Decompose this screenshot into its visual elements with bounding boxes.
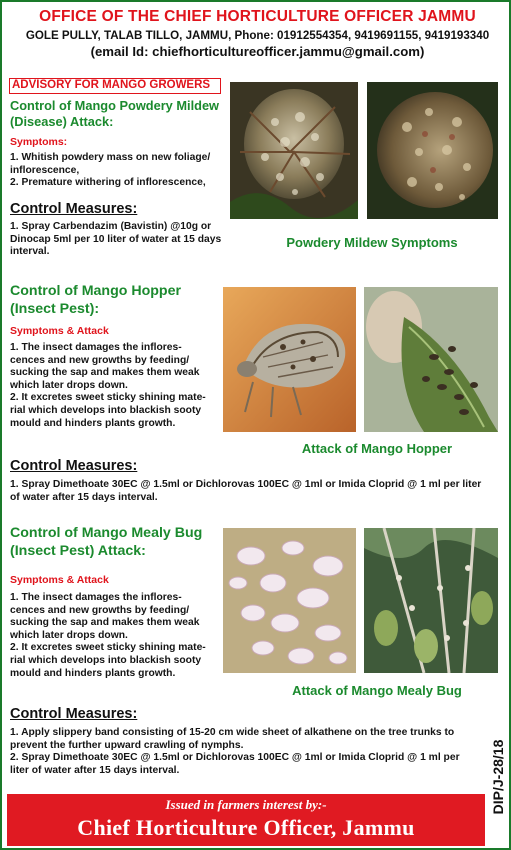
text-line: 1. The insect damages the inflores-: [10, 592, 182, 603]
text-line: rial which develops into blackish sooty: [10, 404, 202, 416]
control-measures-text: [10, 221, 250, 259]
heading-line: Control of Mango Mealy Bug: [10, 525, 203, 541]
powdery-mildew-photo-1: [230, 82, 358, 219]
section-mealy-bug-heading: [10, 524, 202, 560]
mango-hopper-photo-1: [223, 287, 356, 432]
text-line: Dinocap 5ml per 10 liter of water at 15 days: [10, 233, 222, 245]
text-line: rial which develops into blackish sooty: [10, 654, 202, 666]
text-line: which later drops down.: [10, 629, 128, 641]
publication-code: [484, 722, 511, 832]
control-measures-label: Control Measures:: [10, 458, 138, 474]
footer-office-text: Chief Horticulture Officer, Jammu: [77, 815, 415, 840]
text-line: 2. It excretes sweet sticky shining mate-: [10, 392, 206, 404]
control-measures-text: [10, 727, 485, 777]
heading-line: Control of Mango Hopper: [10, 283, 182, 299]
text-line: interval.: [10, 246, 50, 258]
symptoms-label: Symptoms & Attack: [10, 574, 109, 586]
text-line: sucking the sap and makes them weak: [10, 617, 200, 629]
footer-issued-text: Issued in farmers interest by:-: [165, 797, 327, 812]
text-line: 1. Whitish powdery mass on new foliage/: [10, 152, 211, 163]
powdery-mildew-photo-2: [367, 82, 498, 219]
text-line: inflorescence,: [10, 164, 80, 176]
mango-hopper-caption: Attack of Mango Hopper: [301, 441, 453, 456]
heading-line: (Disease) Attack:: [10, 114, 114, 129]
text-line: 2. It excretes sweet sticky shining mate-: [10, 642, 206, 654]
section-mango-hopper-heading: [10, 282, 181, 318]
control-measures-text: [10, 479, 505, 504]
section-powdery-mildew-heading: [10, 98, 219, 130]
text-line: 2. Premature withering of inflorescence,: [10, 177, 206, 189]
footer-banner: [7, 794, 485, 846]
page-header: [2, 8, 511, 59]
office-title: OFFICE OF THE CHIEF HORTICULTURE OFFICER JAMMU: [39, 8, 476, 25]
heading-line: (Insect Pest):: [10, 301, 100, 317]
powdery-mildew-caption: Powdery Mildew Symptoms: [286, 235, 458, 250]
symptoms-label: Symptoms & Attack: [10, 325, 109, 337]
heading-line: Control of Mango Powdery Mildew: [10, 98, 220, 113]
control-measures-label: Control Measures:: [10, 706, 138, 722]
symptoms-text: [10, 152, 226, 190]
mango-hopper-photo-2: [364, 287, 498, 432]
publication-code-text: DIP/J-28/18: [490, 739, 506, 815]
text-line: 1. Spray Carbendazim (Bavistin) @10g or: [10, 221, 212, 232]
text-line: sucking the sap and makes them weak: [10, 367, 200, 379]
text-line: of water after 15 days interval.: [10, 491, 158, 503]
symptoms-text: [10, 342, 222, 430]
text-line: cences and new growths by feeding/: [10, 354, 190, 366]
text-line: mould and hinders plants growth.: [10, 417, 176, 429]
mealy-bug-photo-1: [223, 528, 356, 673]
symptoms-text: [10, 592, 222, 680]
text-line: 1. Spray Dimethoate 30EC @ 1.5ml or Dichlorovas 100EC @ 1ml or Imida Cloprid @ 1 ml per liter: [10, 479, 482, 490]
text-line: 2. Spray Dimethoate 30EC @ 1.5ml or Dichlorovas 100EC @ 1ml or Imida Cloprid @ 1 ml per: [10, 752, 460, 764]
mealy-bug-photo-2: [364, 528, 498, 673]
control-measures-label: Control Measures:: [10, 201, 138, 217]
office-email: (email Id: chiefhorticultureofficer.jammu@gmail.com): [90, 44, 425, 59]
mealy-bug-caption: Attack of Mango Mealy Bug: [292, 683, 462, 698]
advisory-tag: ADVISORY FOR MANGO GROWERS: [9, 78, 221, 94]
text-line: mould and hinders plants growth.: [10, 667, 176, 679]
text-line: cences and new growths by feeding/: [10, 604, 190, 616]
text-line: which later drops down.: [10, 379, 128, 391]
text-line: 1. The insect damages the inflores-: [10, 342, 182, 353]
office-address: GOLE PULLY, TALAB TILLO, JAMMU, Phone: 01912554354, 9419691155, 9419193340: [25, 29, 490, 42]
text-line: 1. Apply slippery band consisting of 15-20 cm wide sheet of alkathene on the tree trunks to: [10, 727, 455, 738]
heading-line: (Insect Pest) Attack:: [10, 543, 146, 559]
text-line: prevent the further upward crawling of nymphs.: [10, 739, 244, 751]
symptoms-label: Symptoms:: [10, 136, 68, 148]
text-line: liter of water after 15 days interval.: [10, 764, 180, 776]
